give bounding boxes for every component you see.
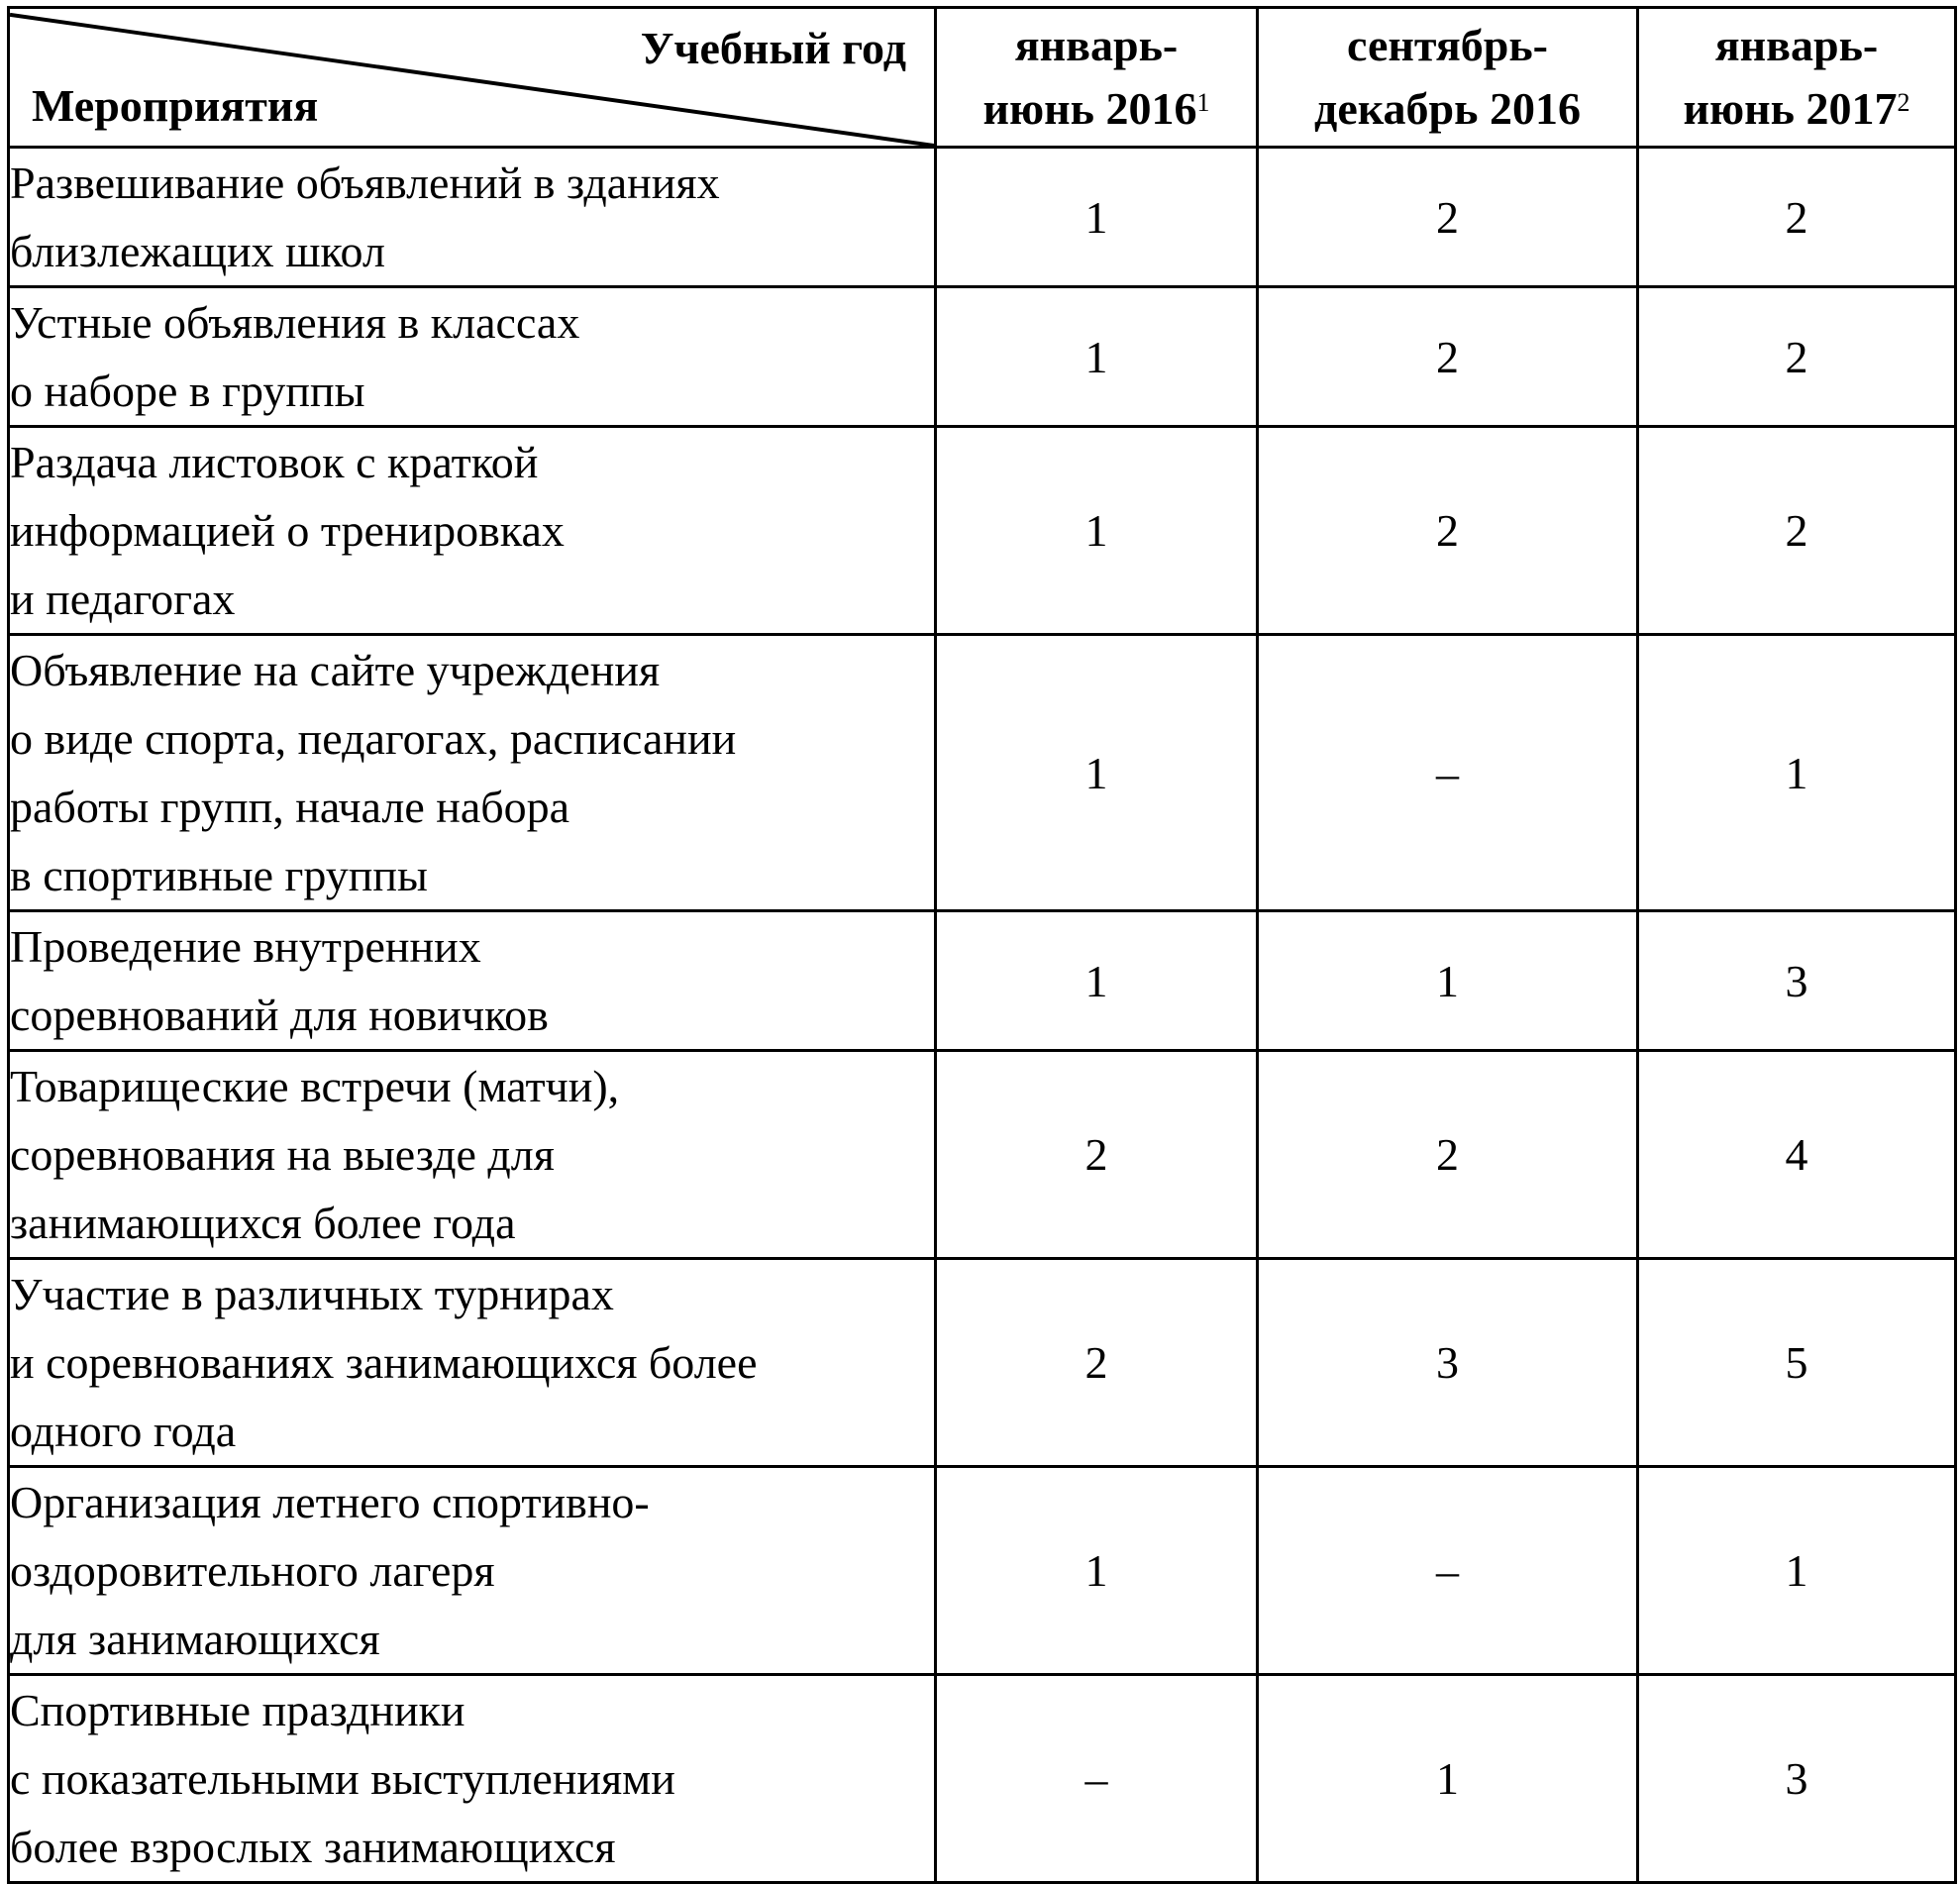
activity-text-line: более взрослых занимающихся (10, 1822, 616, 1872)
value-cell-period-3: 1 (1638, 1467, 1956, 1675)
value-cell-period-1: 1 (936, 911, 1258, 1051)
value-cell-period-2: – (1258, 1467, 1638, 1675)
value-cell-period-1: 1 (936, 427, 1258, 635)
table-row (9, 1259, 1956, 1467)
table-row (9, 911, 1956, 1051)
activity-text-line: и соревнованиях занимающихся более (10, 1337, 758, 1388)
value-cell-period-1: 2 (936, 1259, 1258, 1467)
table-row (9, 1467, 1956, 1675)
activity-cell (9, 427, 936, 635)
value-cell-period-2: 3 (1258, 1259, 1638, 1467)
activity-text-line: близлежащих школ (10, 226, 385, 276)
header-period-2: сентябрь- декабрь 2016 (1258, 8, 1638, 148)
activity-text-line: Раздача листовок с краткой (10, 437, 539, 487)
activity-text-line: для занимающихся (10, 1614, 380, 1664)
activity-text-line: о наборе в группы (10, 366, 365, 416)
table-row (9, 1051, 1956, 1259)
activity-text-line: Спортивные праздники (10, 1685, 465, 1735)
activity-cell (9, 287, 936, 427)
header-row (9, 8, 1956, 148)
header-corner-cell (9, 8, 936, 148)
activity-text-line: Товарищеские встречи (матчи), (10, 1061, 620, 1111)
activity-text-line: информацией о тренировках (10, 505, 565, 556)
table-row (9, 635, 1956, 911)
activity-text-line: с показательными выступлениями (10, 1753, 675, 1804)
value-cell-period-2: 2 (1258, 1051, 1638, 1259)
activity-text-line: соревнования на выезде для (10, 1129, 555, 1180)
value-cell-period-1: 1 (936, 287, 1258, 427)
table-row (9, 427, 1956, 635)
activity-cell (9, 148, 936, 287)
activity-text-line: Объявление на сайте учреждения (10, 645, 661, 695)
value-cell-period-3: 1 (1638, 635, 1956, 911)
activity-cell (9, 1467, 936, 1675)
value-cell-period-2: 1 (1258, 911, 1638, 1051)
footnote-marker: 2 (1897, 88, 1910, 117)
value-cell-period-3: 2 (1638, 427, 1956, 635)
value-cell-period-3: 3 (1638, 911, 1956, 1051)
value-cell-period-3: 4 (1638, 1051, 1956, 1259)
activity-text-line: Участие в различных турнирах (10, 1269, 614, 1319)
value-cell-period-2: 2 (1258, 148, 1638, 287)
activity-cell (9, 1051, 936, 1259)
header-academic-year-label: Учебный год (640, 23, 906, 73)
value-cell-period-3: 2 (1638, 148, 1956, 287)
table-row (9, 287, 1956, 427)
activity-text-line: о виде спорта, педагогах, расписании (10, 713, 737, 764)
table-row (9, 1675, 1956, 1883)
activity-text-line: соревнований для новичков (10, 990, 549, 1040)
activity-text-line: Организация летнего спортивно- (10, 1477, 650, 1527)
value-cell-period-1: – (936, 1675, 1258, 1883)
header-period-1: январь- июнь 2016$^1$ (936, 8, 1258, 148)
activity-text-line: одного года (10, 1406, 237, 1456)
value-cell-period-1: 2 (936, 1051, 1258, 1259)
activity-text-line: работы групп, начале набора (10, 782, 570, 832)
value-cell-period-1: 1 (936, 1467, 1258, 1675)
activity-text-line: Устные объявления в классах (10, 297, 580, 348)
activity-text-line: оздоровительного лагеря (10, 1545, 495, 1596)
value-cell-period-2: 2 (1258, 287, 1638, 427)
header-period-3: январь- июнь 2017$^2$ (1638, 8, 1956, 148)
activity-cell (9, 1675, 936, 1883)
value-cell-period-2: 2 (1258, 427, 1638, 635)
activity-text-line: Развешивание объявлений в зданиях (10, 157, 720, 208)
table-row (9, 148, 1956, 287)
value-cell-period-2: 1 (1258, 1675, 1638, 1883)
value-cell-period-1: 1 (936, 635, 1258, 911)
activity-cell (9, 635, 936, 911)
value-cell-period-1: 1 (936, 148, 1258, 287)
activity-cell (9, 1259, 936, 1467)
header-activities-label: Мероприятия (32, 80, 319, 131)
value-cell-period-3: 2 (1638, 287, 1956, 427)
activity-text-line: и педагогах (10, 574, 236, 624)
activity-text-line: занимающихся более года (10, 1198, 516, 1248)
activity-text-line: в спортивные группы (10, 850, 428, 900)
value-cell-period-3: 3 (1638, 1675, 1956, 1883)
value-cell-period-3: 5 (1638, 1259, 1956, 1467)
activities-table (7, 6, 1957, 1884)
value-cell-period-2: – (1258, 635, 1638, 911)
activity-cell (9, 911, 936, 1051)
activity-text-line: Проведение внутренних (10, 921, 481, 972)
footnote-marker: 1 (1196, 88, 1210, 117)
